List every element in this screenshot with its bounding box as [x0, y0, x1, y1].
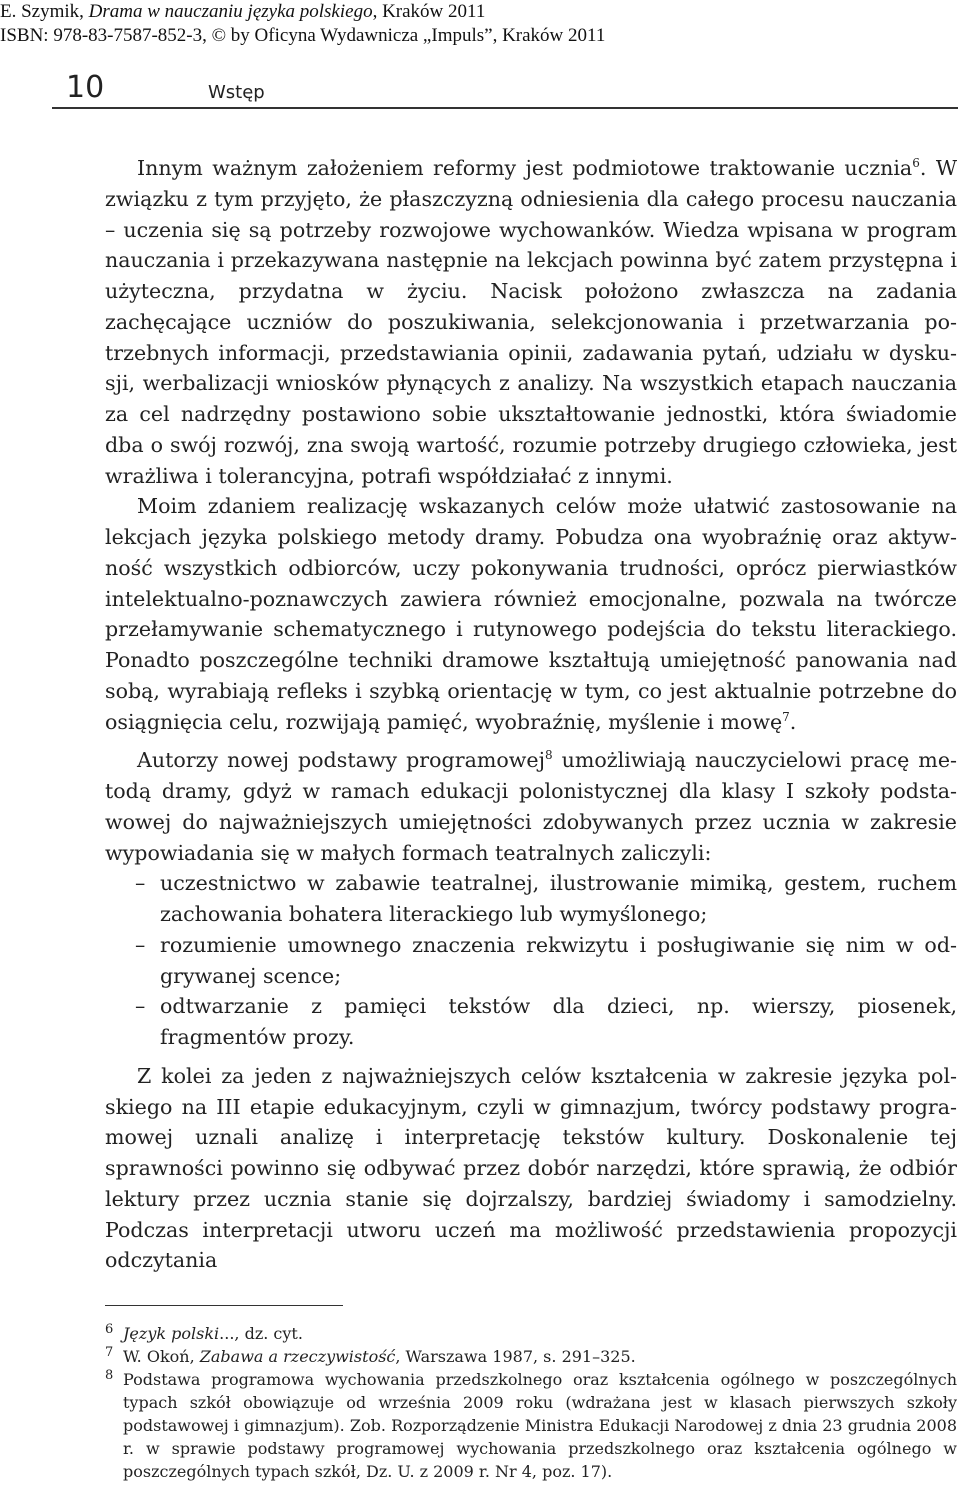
- footnote-rule: [105, 1305, 343, 1306]
- copyright-header: [0, 0, 960, 48]
- list-item-text: rozumienie umownego znaczenia rekwizytu i posługiwanie się nim w odgrywanej scence;: [160, 932, 957, 988]
- footnote-text: , Warszawa 1987, s. 291–325.: [395, 1347, 636, 1366]
- footnote-text: ..., dz. cyt.: [219, 1324, 303, 1343]
- header-rule: [52, 107, 958, 109]
- footnote-number: 7: [105, 1345, 114, 1360]
- main-text: [105, 153, 957, 1276]
- paragraph-3-text-b: umożliwiają nauczycielowi pracę metodą dramy, gdyż w ramach edukacji polonistycznej dla klasy I szkoły podstawowej do najważniejszych umiejętności zdobywanych przez ucznia w zakresie wypowiadania się w małych formach teatralnych zaliczyli:: [105, 748, 957, 865]
- footnote-author: W. Okoń,: [123, 1347, 200, 1366]
- page-number: 10: [66, 70, 105, 105]
- dash-marker: –: [135, 994, 146, 1019]
- footnote-ref-7[interactable]: 7: [782, 709, 790, 724]
- citation-author: E. Szymik,: [0, 1, 89, 22]
- dash-marker: –: [135, 932, 146, 957]
- footnote-italic: Język polski: [123, 1324, 220, 1343]
- paragraph-2: [105, 491, 957, 737]
- list-item: [105, 991, 957, 1053]
- list-item-text: uczestnictwo w zabawie teatralnej, ilustrowanie mimiką, gestem, ruchem zachowania bohatera literackiego lub wymyślonego;: [160, 871, 957, 926]
- paragraph-1: [105, 153, 957, 491]
- isbn-line: ISBN: 978-83-7587-852-3, © by Oficyna Wydawnicza „Impuls”, Kraków 2011: [0, 25, 606, 46]
- dash-marker: –: [135, 871, 146, 896]
- page-header: [58, 66, 938, 106]
- paragraph-3: [105, 745, 957, 868]
- paragraph-1-text-b: . W związku z tym przyjęto, że płaszczyzną odniesienia dla całego procesu nauczania – uczenia się są potrzeby rozwojowe wychowanków. Wiedza wpisana w program nauczania i przekazywana następnie na lekcjach powinna być zatem przystępna i użyteczna, przydatna w życiu. Nacisk położono zwłaszcza na zadania zachęcające uczniów do poszukiwania, selekcjonowania i przetwarzania potrzebnych informacji, przedstawiania opinii, zadawania pytań, udziału w dyskusji, werbalizacji wniosków płynących z analizy. Na wszystkich etapach nauczania za cel nadrzędny postawiono sobie ukształtowanie jednostki, która świadomie dba o swój rozwój, zna swoją wartość, rozumie potrzeby drugiego człowieka, jest wrażliwa i tolerancyjna, potrafi współdziałać z innymi.: [105, 156, 957, 488]
- paragraph-3-text-a: Autorzy nowej podstawy programowej: [137, 748, 545, 773]
- footnote-italic: Zabawa a rzeczywistość: [199, 1347, 396, 1366]
- footnote-8: [105, 1368, 957, 1483]
- paragraph-4: Z kolei za jeden z najważniejszych celów kształcenia w zakresie języka polskiego na III etapie edukacyjnym, czyli w gimnazjum, twórcy podstawy programowej uznali analizę i interpretację tekstów kultury. Doskonalenie tej sprawności powinno się odbywać przez dobór narzędzi, które sprawią, że odbiór lektury przez ucznia stanie się dojrzalszy, bardziej świadomy i samodzielny. Podczas interpretacji utworu uczeń ma możliwość przedstawienia propozycji odczytania: [105, 1063, 957, 1273]
- footnote-7: [105, 1345, 957, 1368]
- citation-line: [0, 0, 960, 24]
- list-item: [105, 930, 957, 992]
- footnote-6: [105, 1322, 957, 1345]
- skills-list: [105, 868, 957, 1053]
- footnotes: [105, 1322, 957, 1483]
- footnote-ref-6[interactable]: 6: [912, 156, 920, 171]
- paragraph-2-text-b: .: [789, 709, 797, 734]
- list-item: [105, 868, 957, 930]
- citation-title: Drama w nauczaniu języka polskiego: [88, 1, 373, 22]
- running-title: Wstęp: [208, 82, 265, 103]
- paragraph-1-text-a: Innym ważnym założeniem reformy jest podmiotowe traktowanie ucznia: [137, 156, 913, 180]
- footnote-number: 8: [105, 1368, 114, 1383]
- citation-place-year: , Kraków 2011: [372, 1, 486, 22]
- list-item-text: odtwarzanie z pamięci tekstów dla dzieci, np. wierszy, piosenek, fragmentów prozy.: [160, 994, 957, 1049]
- footnote-text: Podstawa programowa wychowania przedszkolnego oraz kształcenia ogólnego w poszczególnych typach szkół obowiązuje od września 2009 roku (wdrażana jest w klasach pierwszych szkoły podstawowej i gimnazjum). Zob. Rozporządzenie Ministra Edukacji Narodowej z dnia 23 grudnia 2008 r. w sprawie podstawy programowej wychowania przedszkolnego oraz kształcenia ogólnego w poszczególnych typach szkół, Dz. U. z 2009 r. Nr 4, poz. 17).: [123, 1370, 957, 1481]
- footnote-number: 6: [105, 1322, 114, 1337]
- paragraph-2-text-a: Moim zdaniem realizację wskazanych celów może ułatwić zastosowanie na lekcjach języka polskiego metody dramy. Pobudza ona wyobraźnię oraz aktywność wszystkich odbiorców, uczy pokonywania trudności, oprócz pierwiastków intelektualno-poznawczych zawiera również emocjonalne, pozwala na twórcze przełamywanie schematycznego i rutynowego podejścia do tekstu literackiego. Ponadto poszczególne techniki dramowe kształtują umiejętność panowania nad sobą, wyrabiają refleks i szybką orientację w tym, co jest aktualnie potrzebne do osiągnięcia celu, rozwijają pamięć, wyobraźnię, myślenie i mowę: [105, 494, 957, 734]
- footnote-ref-8[interactable]: 8: [544, 748, 553, 763]
